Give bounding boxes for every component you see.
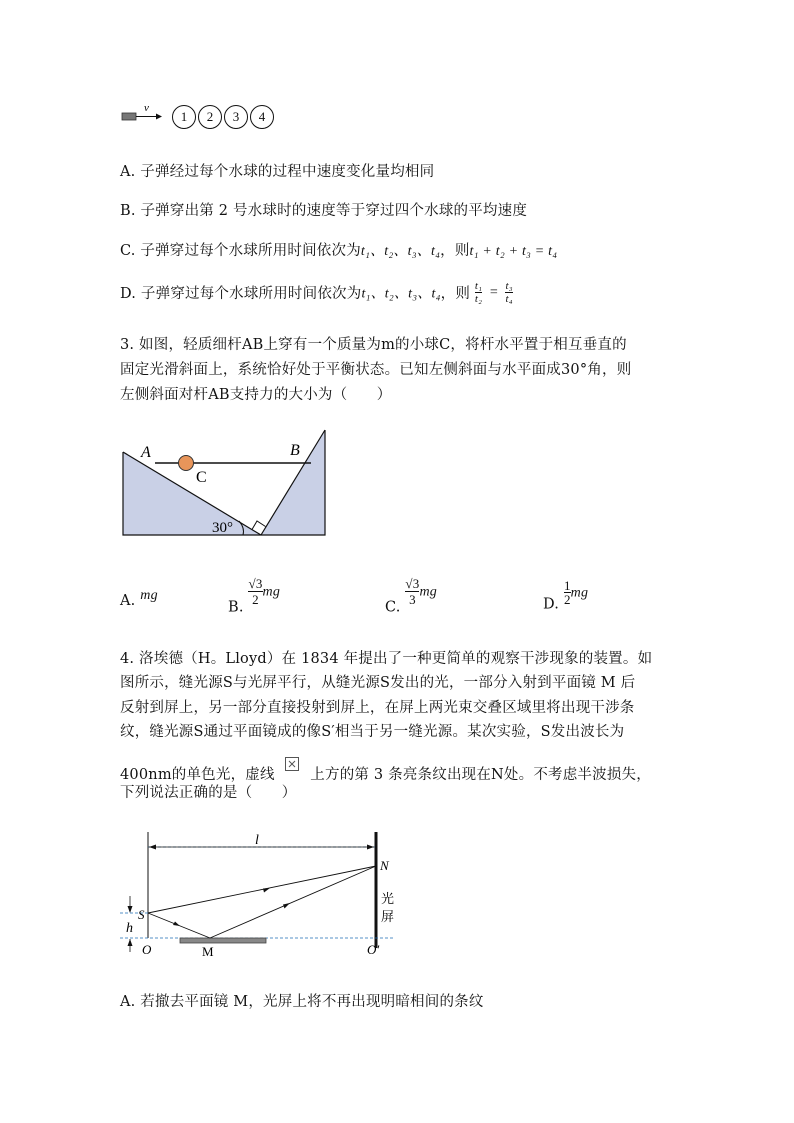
screen-label-1: 光: [381, 891, 395, 906]
fraction: $\frac{\text{t₃}}{\text{t₄}}$: [505, 280, 513, 305]
label-m: M: [202, 944, 214, 959]
label-s: S: [138, 907, 145, 922]
question-4-line-6: 下列说法正确的是（ ）: [120, 785, 297, 801]
fraction: $\frac{1}{2}$: [563, 578, 571, 607]
screen-label-2: 屏: [381, 909, 395, 924]
fraction: $\frac{√3}{3}$: [405, 576, 420, 607]
label-l: l: [255, 833, 259, 848]
lloyd-mirror-figure: [118, 828, 398, 968]
label-o-prime: O′: [367, 942, 380, 957]
label-a: A: [141, 444, 151, 461]
broken-image-icon: [285, 757, 299, 771]
option-c: [120, 239, 557, 260]
equals-sign: =: [488, 284, 499, 300]
question-4-line-4: 纹，缝光源S通过平面镜成的像S′相当于另一缝光源。某次实验，S发出波长为: [120, 724, 625, 740]
q3-option-a-value: mg: [140, 588, 158, 603]
bullet-icon: [120, 100, 180, 134]
fraction: $\frac{\text{t₁}}{\text{t₂}}$: [474, 280, 483, 305]
label-b: B: [290, 442, 300, 459]
option-c-formula: t₁ + t₂ + t₃ = t₄: [469, 244, 558, 259]
label-n: N: [380, 858, 389, 873]
option-c-then: ，则: [440, 243, 470, 259]
question-3-line-1: 3. 如图，轻质细杆AB上穿有一个质量为m的小球C，将杆水平置于相互垂直的: [120, 337, 627, 353]
option-a: A. 子弹经过每个水球的过程中速度变化量均相同: [120, 164, 435, 180]
q3-option-a: A. mg: [120, 588, 158, 609]
ball-c: [179, 456, 194, 471]
water-ball: 2: [198, 105, 222, 129]
option-b: B. 子弹穿出第 2 号水球时的速度等于穿过四个水球的平均速度: [120, 203, 528, 219]
option-c-vars: t₁、t₂、t₃、t₄: [360, 244, 441, 259]
question-4-line-2: 图所示，缝光源S与光屏平行，从缝光源S发出的光，一部分入射到平面镜 M 后: [120, 675, 636, 691]
question-4-line-1: 4. 洛埃德（H。Lloyd）在 1834 年提出了一种更简单的观察干涉现象的装置。如: [120, 651, 653, 667]
q3-option-c: C. $\frac{√3}{3}$ mg: [385, 576, 437, 616]
fraction: $\frac{√3}{2}$: [248, 576, 263, 607]
label-h: h: [126, 921, 133, 936]
angle-label: 30°: [212, 520, 233, 536]
q3-option-b: B. $\frac{√3}{2}$ mg: [228, 576, 281, 616]
label-c: C: [196, 469, 207, 486]
option-d-vars: t₁、t₂、t₃、t₄: [361, 286, 441, 302]
option-c-text: C. 子弹穿过每个水球所用时间依次为: [120, 243, 361, 259]
option-d: [120, 280, 513, 305]
bullet-figure: [120, 100, 290, 134]
option-d-text: D. 子弹穿过每个水球所用时间依次为: [120, 286, 362, 302]
mirror-m: [180, 938, 266, 943]
question-4-line-5: 400nm的单色光，虚线 上方的第 3 条亮条纹出现在N处。不考虑半波损失，: [120, 757, 651, 784]
question-4-line-3: 反射到屏上，另一部分直接投射到屏上，在屏上两光束交叠区域里将出现干涉条: [120, 700, 635, 716]
water-ball: 4: [250, 105, 274, 129]
water-ball: 3: [224, 105, 248, 129]
question-3-line-2: 固定光滑斜面上，系统恰好处于平衡状态。已知左侧斜面与水平面成30°角，则: [120, 362, 632, 378]
option-d-then: ，则: [440, 286, 471, 302]
q3-option-d: D. $\frac{1}{2}$ mg: [543, 578, 589, 613]
water-ball: 1: [172, 105, 196, 129]
question-3-line-3: 左侧斜面对杆AB支持力的大小为（ ）: [120, 387, 392, 403]
velocity-label: v: [144, 102, 149, 114]
incline-figure: [115, 425, 335, 555]
q4-option-a: A. 若撤去平面镜 M，光屏上将不再出现明暗相间的条纹: [120, 994, 484, 1010]
label-o: O: [142, 942, 152, 957]
